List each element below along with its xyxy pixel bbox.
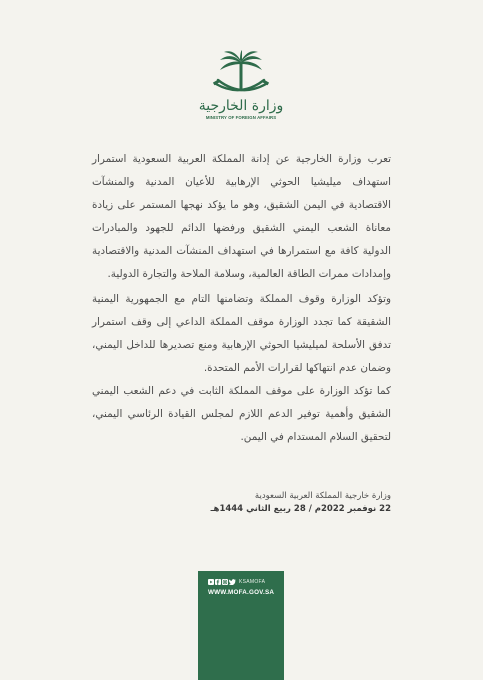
ministry-name-arabic: وزارة الخارجية: [198, 98, 284, 114]
facebook-icon[interactable]: [215, 579, 221, 585]
ministry-logo: [196, 50, 286, 120]
statement-signature: [211, 490, 391, 516]
statement-paragraph-2: وتؤكد الوزارة وقوف المملكة وتضامنها التام مع الجمهورية اليمنية الشقيقة كما تجدد الوزارة موقف المملكة الداعي إلى وقف استمرار تدفق الأسلحة لميليشيا الحوثي الإرهابية ومنع تصديرها للداخل اليمني، وضمان عدم انتهاكها لقرارات الأمم المتحدة.: [92, 293, 391, 374]
statement-paragraph-1: تعرب وزارة الخارجية عن إدانة المملكة العربية السعودية استمرار استهداف ميليشيا الحوثي الإرهابية للأعيان المدنية والمنشآت الاقتصادية في اليمن الشقيق، وهو ما يؤكد نهجها المستمر على زيادة معاناة الشعب اليمني الشقيق ورفضها الدائم للجهود والمبادرات الدولية كافة مع استمرارها في استهداف المنشآت المدنية والاقتصادية وإمدادات ممرات الطاقة العالمية، وسلامة الملاحة والتجارة الدولية.: [92, 153, 391, 280]
statement-paragraph-3: كما تؤكد الوزارة على موقف المملكة الثابت في دعم الشعب اليمني الشقيق وأهمية توفير الدعم اللازم لمجلس القيادة الرئاسي اليمني، لتحقيق السلام المستدام في اليمن.: [92, 385, 391, 443]
ministry-name-english: MINISTRY OF FOREIGN AFFAIRS: [205, 115, 277, 120]
instagram-icon[interactable]: [222, 579, 228, 585]
statement-body: [92, 148, 391, 443]
youtube-icon[interactable]: [208, 579, 214, 585]
social-links: [208, 579, 265, 585]
twitter-icon[interactable]: [229, 579, 235, 585]
issue-date: 22 نوفمبر 2022م / 28 ربيع الثاني 1444هـ: [210, 504, 391, 514]
website-link[interactable]: WWW.MOFA.GOV.SA: [208, 589, 275, 596]
saudi-emblem-palm-swords-icon: [196, 50, 286, 98]
footer-box: [198, 571, 284, 680]
social-handle: KSAMOFA: [239, 579, 266, 585]
issuer-name: وزارة خارجية المملكة العربية السعودية: [254, 491, 391, 501]
